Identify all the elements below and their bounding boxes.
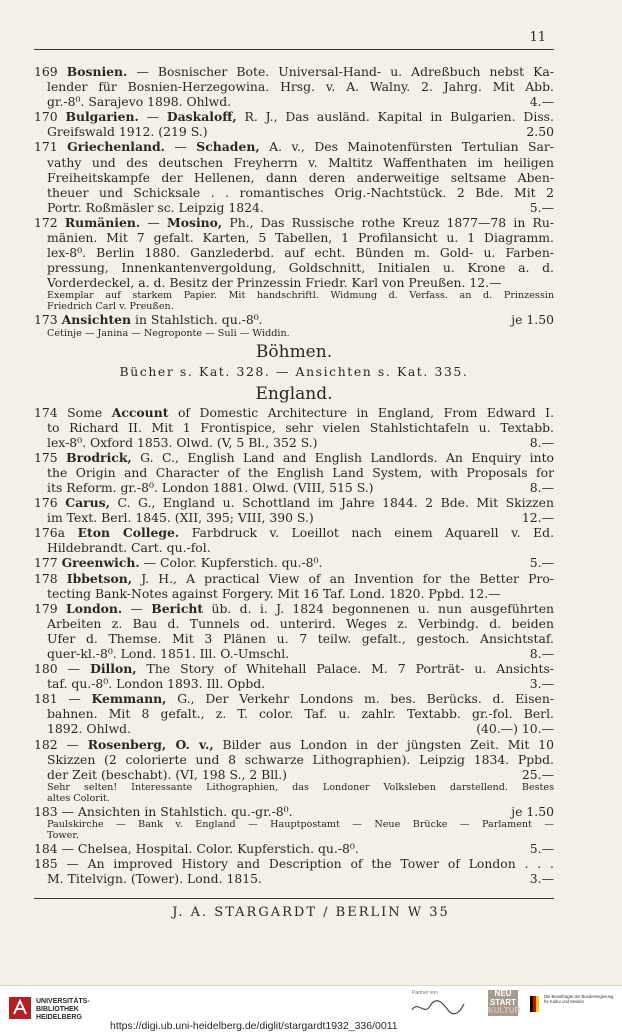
- catalog-content: [34, 64, 554, 886]
- page-number: 11: [529, 30, 546, 45]
- entry-price: 8.—: [529, 434, 554, 450]
- catalog-entry: [34, 495, 554, 525]
- publisher-footer: J. A. STARGARDT / BERLIN W 35: [172, 905, 450, 920]
- entry-price: 3.—: [529, 871, 554, 887]
- entry-line: pressung, Innenkantenvergoldung, Goldschnitt, Initialen u. Krone a. d.: [47, 260, 554, 276]
- entry-line: taf. qu.-8⁰. London 1893. Ill. Opbd. 3.—: [47, 676, 554, 692]
- neustart-kultur-logo: NEU START KULTUR: [488, 989, 521, 1015]
- entry-price: je 1.50: [511, 803, 554, 819]
- entry-line: bahnen. Mit 8 gefalt., z. T. color. Taf. u. zahlr. Textabb. gr.-fol. Berl.: [47, 706, 554, 722]
- entry-line: lender für Bosnien-Herzegowina. Hrsg. v. A. Walny. 2. Jahrg. Mit Abb.: [47, 79, 554, 95]
- header-rule: [34, 49, 554, 50]
- entry-note: Friedrich Carl v. Preußen.: [47, 301, 174, 313]
- footer-rule: [34, 898, 554, 899]
- entry-line: 173 Ansichten in Stahlstich. qu.-8⁰. je 1.50: [34, 312, 554, 328]
- entry-line: to Richard II. Mit 1 Frontispice, sehr vielen Stahlstichtafeln u. Textabb.: [47, 419, 554, 435]
- catalog-entry: [34, 841, 554, 856]
- entry-line: 177 Greenwich. — Color. Kupferstich. qu.-8⁰. 5.—: [34, 555, 554, 571]
- entry-line: 176 Carus, C. G., England u. Schottland im Jahre 1844. 2 Bde. Mit Skizzen: [34, 495, 554, 511]
- entry-line: lex-8⁰. Oxford 1853. Olwd. (V, 5 Bl., 352 S.) 8.—: [47, 434, 554, 450]
- entry-line: vathy und des deutschen Freyherrn v. Maltitz Waffenthaten im heiligen: [47, 154, 554, 170]
- entry-price: 25.—: [521, 766, 554, 782]
- entry-line: Vorderdeckel, a. d. Besitz der Prinzessin Friedr. Karl von Preußen. 12.—: [47, 275, 502, 291]
- entry-note: Paulskirche — Bank v. England — Hauptpostamt — Neue Brücke — Parlament —: [47, 818, 554, 830]
- entry-price: 4.—: [529, 94, 554, 110]
- entry-line: 174 Some Account of Domestic Architecture in England, From Edward I.: [34, 404, 554, 420]
- entry-line: 170 Bulgarien. — Daskaloff, R. J., Das ausländ. Kapital in Bulgarien. Diss.: [34, 109, 554, 125]
- entries-england: [34, 405, 554, 887]
- entry-line: the Origin and Character of the English Land System, with Proposals for: [47, 464, 554, 480]
- university-library-logo-icon: [8, 996, 32, 1020]
- catalog-entry: [34, 312, 554, 338]
- catalog-entry: [34, 856, 554, 886]
- federal-culture-label: Die Beauftragte der Bundesregierung für Kultur und Medien: [544, 994, 614, 1004]
- entry-line: Arbeiten z. Bau d. Tunnels od. unterird. Weges z. Verbindg. d. beiden: [47, 615, 554, 631]
- catalog-entry: [34, 555, 554, 570]
- catalog-entry: [34, 804, 554, 841]
- entry-price: 8.—: [529, 479, 554, 495]
- entry-line: 183 — Ansichten in Stahlstich. qu.-gr.-8⁰. je 1.50: [34, 803, 554, 819]
- entry-line: M. Titelvign. (Tower). Lond. 1815. 3.—: [47, 871, 554, 887]
- entry-line: quer-kl.-8⁰. Lond. 1851. Ill. O.-Umschl. 8.—: [47, 646, 554, 661]
- entry-line: 169 Bosnien. — Bosnischer Bote. Universal-Hand- u. Adreßbuch nebst Ka-: [34, 64, 554, 79]
- entry-note: altes Colorit.: [47, 792, 110, 804]
- catalog-entry: [34, 525, 554, 555]
- document-url-link[interactable]: https://digi.ub.uni-heidelberg.de/diglit/stargardt1932_336/0011: [110, 1020, 398, 1032]
- entry-line: im Text. Berl. 1845. (XII, 395; VIII, 390 S.) 12.—: [47, 510, 554, 526]
- entry-line: mänien. Mit 7 gefalt. Karten, 5 Tabellen, 1 Profilansicht u. 1 Diagramm.: [47, 230, 554, 246]
- catalog-entry: [34, 139, 554, 214]
- catalog-entry: [34, 571, 554, 601]
- library-name: UNIVERSITÄTS- BIBLIOTHEK HEIDELBERG: [36, 998, 90, 1021]
- entries-balkan: [34, 64, 554, 339]
- entry-line: lex-8⁰. Berlin 1880. Ganzlederbd. auf echt. Bünden m. Gold- u. Farben-: [47, 245, 554, 261]
- entry-line: tecting Bank-Notes against Forgery. Mit 16 Taf. Lond. 1820. Ppbd. 12.—: [47, 585, 501, 601]
- viewer-bottom-band: [0, 985, 622, 1035]
- entry-price: 5.—: [529, 199, 554, 215]
- catalog-entry: [34, 109, 554, 139]
- entry-line: 171 Griechenland. — Schaden, A. v., Des Mainotenfürsten Tertulian Sar-: [34, 139, 554, 155]
- partner-signature-icon: [408, 996, 468, 1018]
- entry-line: 172 Rumänien. — Mosino, Ph., Das Russische rothe Kreuz 1877—78 in Ru-: [34, 214, 554, 230]
- entry-price: 3.—: [529, 676, 554, 692]
- entry-line: Portr. Roßmäsler sc. Leipzig 1824. 5.—: [47, 199, 554, 215]
- entry-line: its Reform. gr.-8⁰. London 1881. Olwd. (VIII, 515 S.) 8.—: [47, 479, 554, 495]
- entry-line: theuer und Schicksale . . romantisches Orig.-Nachtstück. 2 Bde. Mit 2: [47, 184, 554, 200]
- catalog-entry: [34, 661, 554, 691]
- catalog-entry: [34, 215, 554, 312]
- federal-eagle-icon: [530, 996, 540, 1012]
- catalog-entry: [34, 601, 554, 661]
- boehmen-crossref: Bücher s. Kat. 328. — Ansichten s. Kat. 335.: [119, 363, 469, 379]
- catalog-entry: [34, 450, 554, 495]
- entry-price: (40.—) 10.—: [476, 721, 554, 737]
- entry-price: 12.—: [521, 510, 554, 526]
- entry-note: Tower.: [47, 829, 79, 841]
- entry-line: der Zeit (beschabt). (VI, 198 S., 2 Bll.) 25.—: [47, 766, 554, 782]
- entry-note: Sehr selten! Interessante Lithographien, das Londoner Volksleben darstellend. Bestes: [47, 781, 554, 793]
- entry-price: 8.—: [529, 646, 554, 661]
- entry-line: Skizzen (2 colorierte und 8 schwarze Lithographien). Leipzig 1834. Ppbd.: [47, 751, 554, 767]
- section-heading-england: England.: [255, 383, 333, 404]
- catalog-entry: [34, 691, 554, 736]
- entry-price: je 1.50: [511, 312, 554, 328]
- partner-logo: Partner von: [412, 990, 438, 996]
- entry-price: 5.—: [529, 840, 554, 856]
- entry-line: 182 — Rosenberg, O. v., Bilder aus London in der jüngsten Zeit. Mit 10: [34, 736, 554, 752]
- catalog-entry: [34, 737, 554, 804]
- entry-note: Exemplar auf starkem Papier. Mit handschriftl. Widmung d. Verfass. an d. Prinzessin: [47, 290, 554, 302]
- entry-note: Cetinje — Janina — Negroponte — Suli — Widdin.: [47, 327, 290, 339]
- entry-line: 175 Brodrick, G. C., English Land and English Landlords. An Enquiry into: [34, 449, 554, 465]
- entry-line: 180 — Dillon, The Story of Whitehall Palace. M. 7 Porträt- u. Ansichts-: [34, 661, 554, 677]
- catalog-entry: [34, 405, 554, 450]
- catalog-entry: [34, 64, 554, 109]
- entry-line: 184 — Chelsea, Hospital. Color. Kupferstich. qu.-8⁰. 5.—: [34, 840, 554, 856]
- entry-line: Greifswald 1912. (219 S.) 2.50: [47, 124, 554, 140]
- entry-line: 178 Ibbetson, J. H., A practical View of an Invention for the Better Pro-: [34, 570, 554, 586]
- entry-line: 1892. Ohlwd. (40.—) 10.—: [47, 721, 554, 737]
- entry-price: 2.50: [526, 124, 554, 140]
- entry-line: 185 — An improved History and Description of the Tower of London . . .: [34, 856, 554, 872]
- section-heading-boehmen: Böhmen.: [255, 341, 333, 362]
- entry-price: 5.—: [529, 555, 554, 571]
- entry-line: Hildebrandt. Cart. qu.-fol.: [47, 540, 211, 556]
- entry-line: 181 — Kemmann, G., Der Verkehr Londons m. bes. Berücks. d. Eisen-: [34, 691, 554, 707]
- entry-line: 176a Eton College. Farbdruck v. Loeillot nach einem Aquarell v. Ed.: [34, 525, 554, 541]
- entry-line: gr.-8⁰. Sarajevo 1898. Ohlwd. 4.—: [47, 94, 554, 110]
- entry-line: Freiheitskampfe der Hellenen, dann deren anderweitige seltsame Aben-: [47, 169, 554, 185]
- entry-line: Ufer d. Themse. Mit 3 Plänen u. 7 teilw. gefalt., gestoch. Ansichtstaf.: [47, 630, 554, 646]
- entry-line: 179 London. — Bericht üb. d. i. J. 1824 begonnenen u. nun ausgeführten: [34, 600, 554, 616]
